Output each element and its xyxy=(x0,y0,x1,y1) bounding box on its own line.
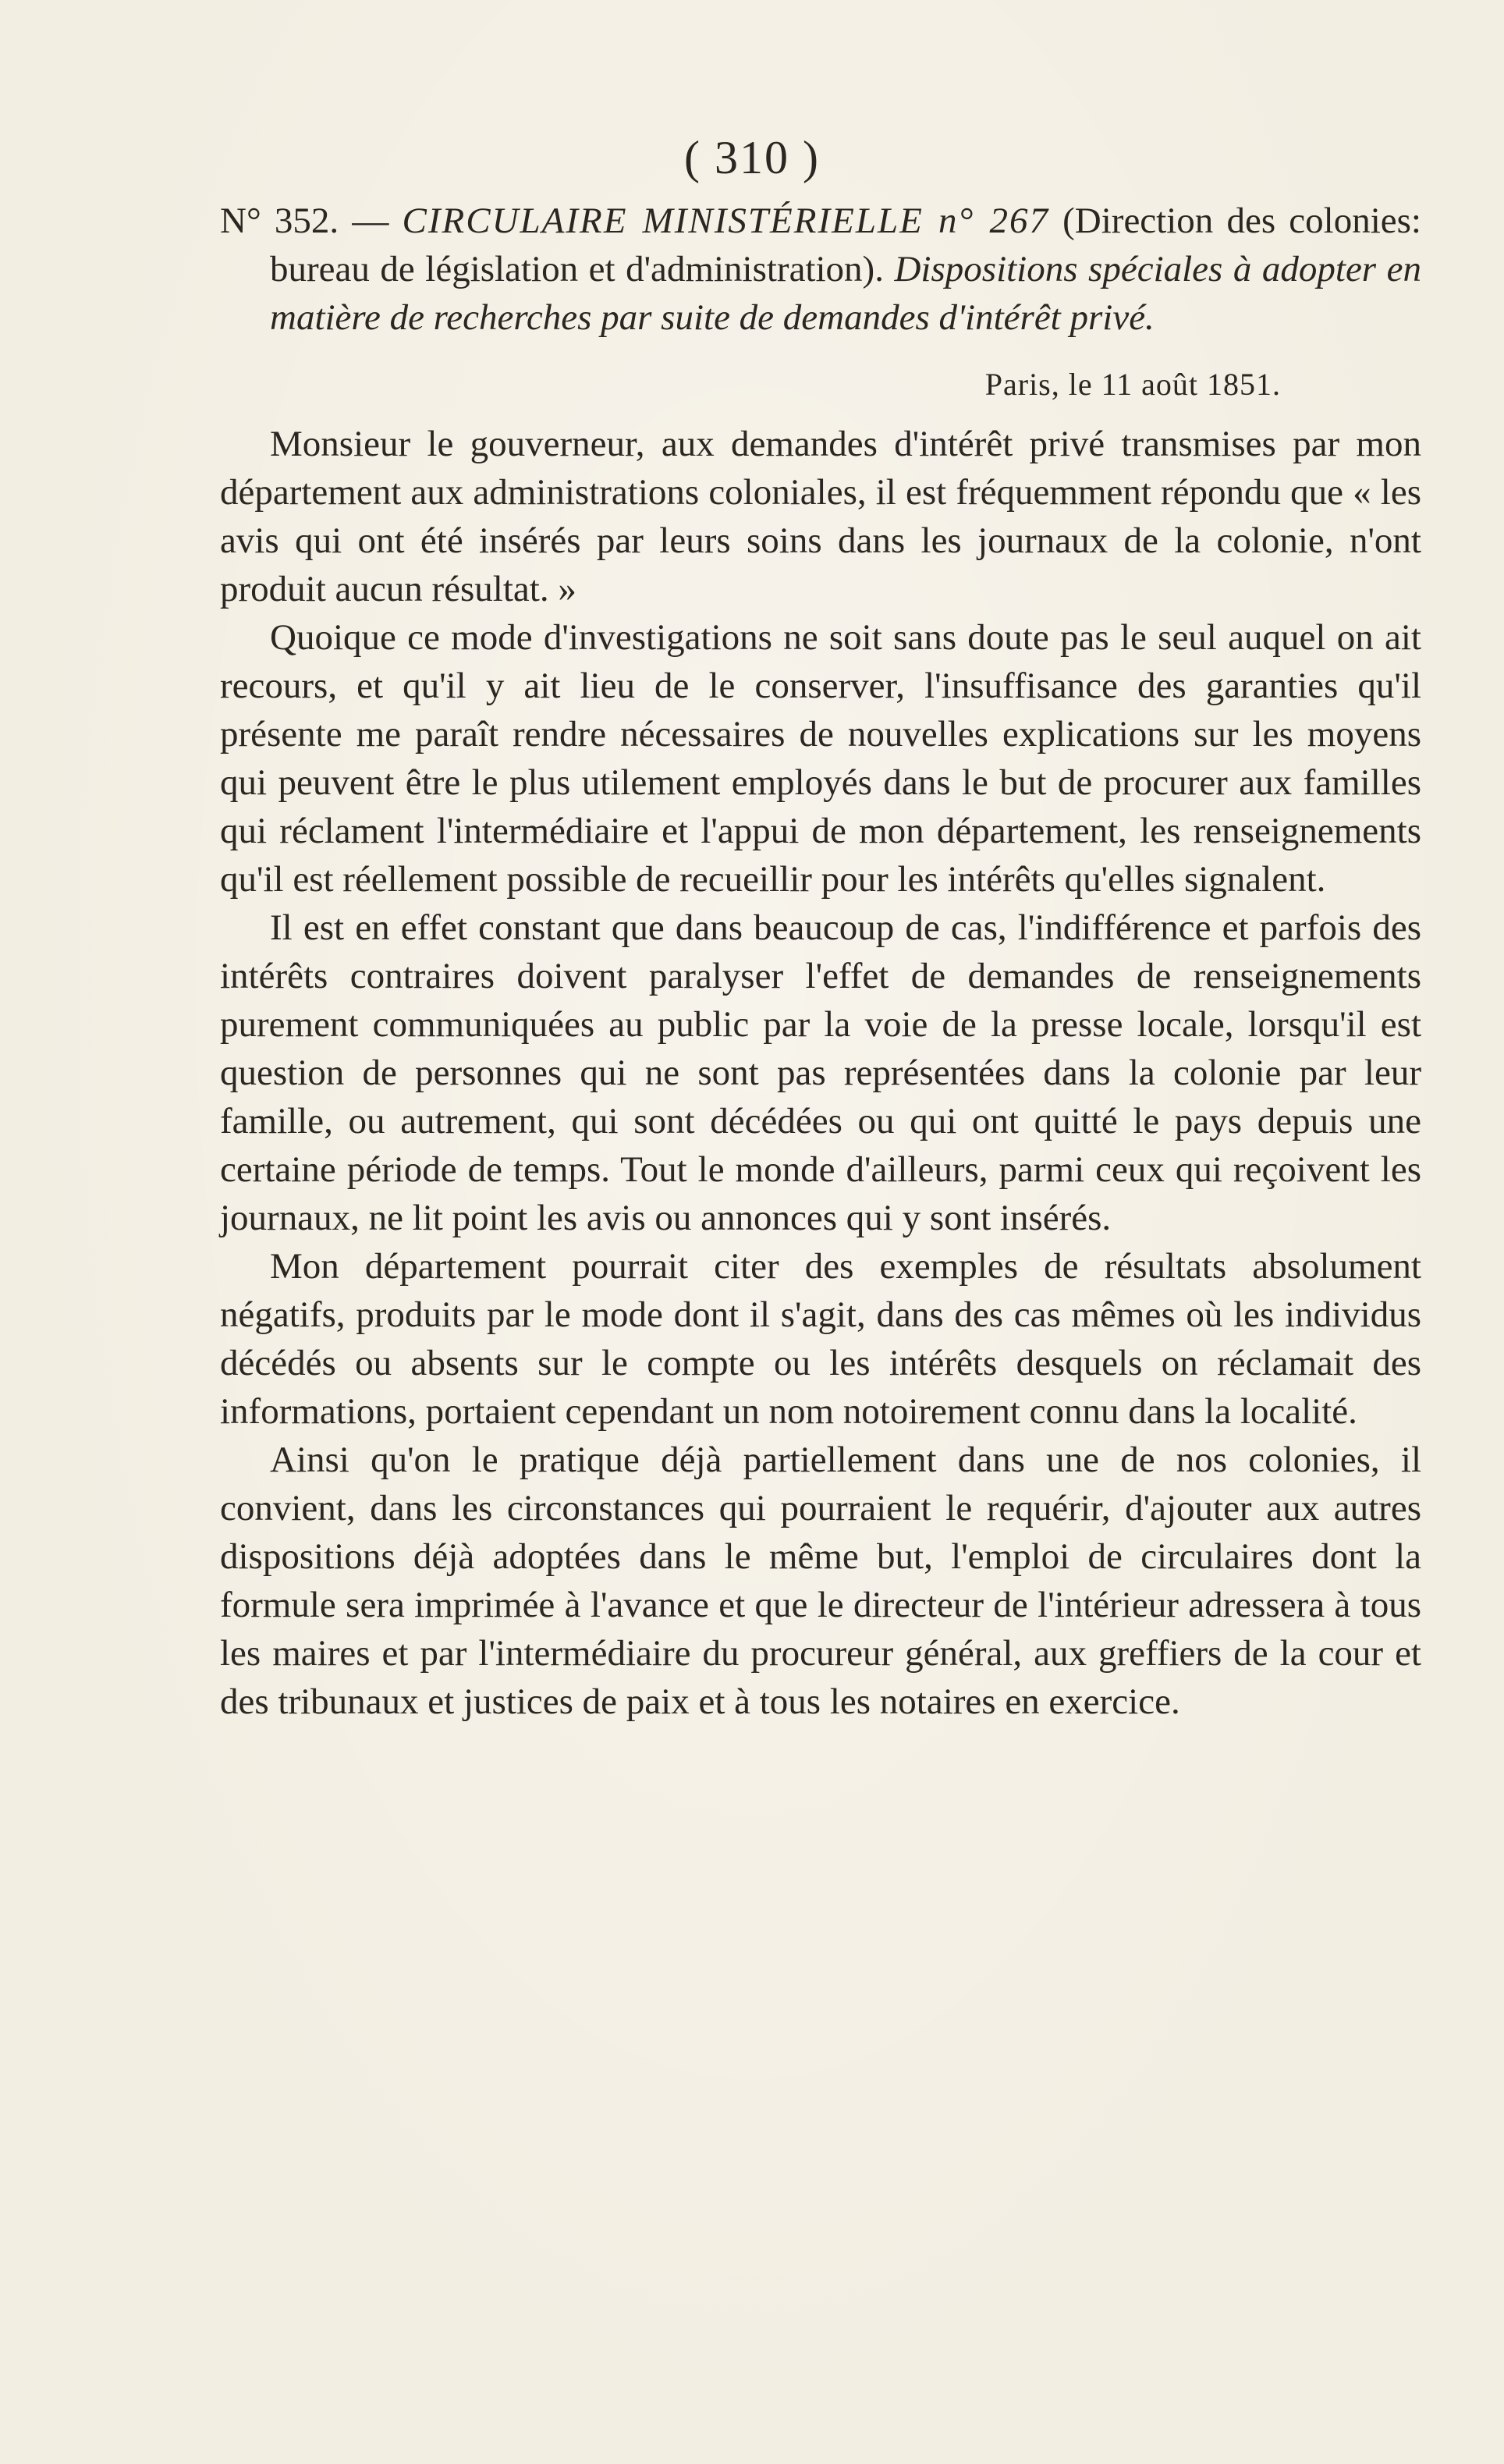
paragraph: Ainsi qu'on le pratique déjà partiellement dans une de nos colonies, il convient, dans les circonstances qui pourraient le requérir, d'ajouter aux autres dispositions déjà adoptées dans le même but, l'emploi de circulaires dont la formule sera imprimée à l'avance et que le directeur de l'intérieur adressera à tous les maires et par l'intermédiaire du procureur général, aux greffiers de la cour et des tribunaux et justices de paix et à tous les notaires en exercice. xyxy=(220,1440,1421,1722)
paragraph: Il est en effet constant que dans beaucoup de cas, l'indifférence et parfois des intérêts contraires doivent paralyser l'effet de demandes de renseignements purement communiquées au public par la voie de la presse locale, lorsqu'il est question de personnes qui ne sont pas représentées dans la colonie par leur famille, ou autrement, qui sont décédées ou qui ont quitté le pays depuis une certaine période de temps. Tout le monde d'ailleurs, parmi ceux qui reçoivent les journaux, ne lit point les avis ou annonces qui y sont insérés. xyxy=(220,907,1421,1238)
circular-number: N° 352. — xyxy=(220,201,403,241)
circular-heading xyxy=(220,197,1421,342)
page-number: ( 310 ) xyxy=(684,132,820,183)
paragraph: Monsieur le gouverneur, aux demandes d'intérêt privé transmises par mon département aux administrations coloniales, il est fréquemment répondu que « les avis qui ont été insérés par leurs soins dans les journaux de la colonie, n'ont produit aucun résultat. » xyxy=(220,424,1421,609)
circular-direction: (Direction des colonies: bureau de législation et d'administration). xyxy=(270,201,1421,289)
paragraph: Mon département pourrait citer des exemples de résultats absolument négatifs, produits par le mode dont il s'agit, dans des cas mêmes où les individus décédés ou absents sur le compte ou les intérêts desquels on réclamait des informations, portaient cependant un nom notoirement connu dans la localité. xyxy=(220,1246,1421,1432)
paragraph: Quoique ce mode d'investigations ne soit sans doute pas le seul auquel on ait recours, et qu'il y ait lieu de le conserver, l'insuffisance des garanties qu'il présente me paraît rendre nécessaires de nouvelles explications sur les moyens qui peuvent être le plus utilement employés dans le but de procurer aux familles qui réclament l'intermédiaire et l'appui de mon département, les renseignements qu'il est réellement possible de recueillir pour les intérêts qu'elles signalent. xyxy=(220,617,1421,900)
document-body xyxy=(220,197,1421,1726)
circular-title: CIRCULAIRE MINISTÉRIELLE n° 267 xyxy=(402,201,1049,241)
circular-subject: Dispositions spéciales à adopter en matière de recherches par suite de demandes d'intérêt privé. xyxy=(270,249,1421,338)
date-line: Paris, le 11 août 1851. xyxy=(984,367,1281,402)
